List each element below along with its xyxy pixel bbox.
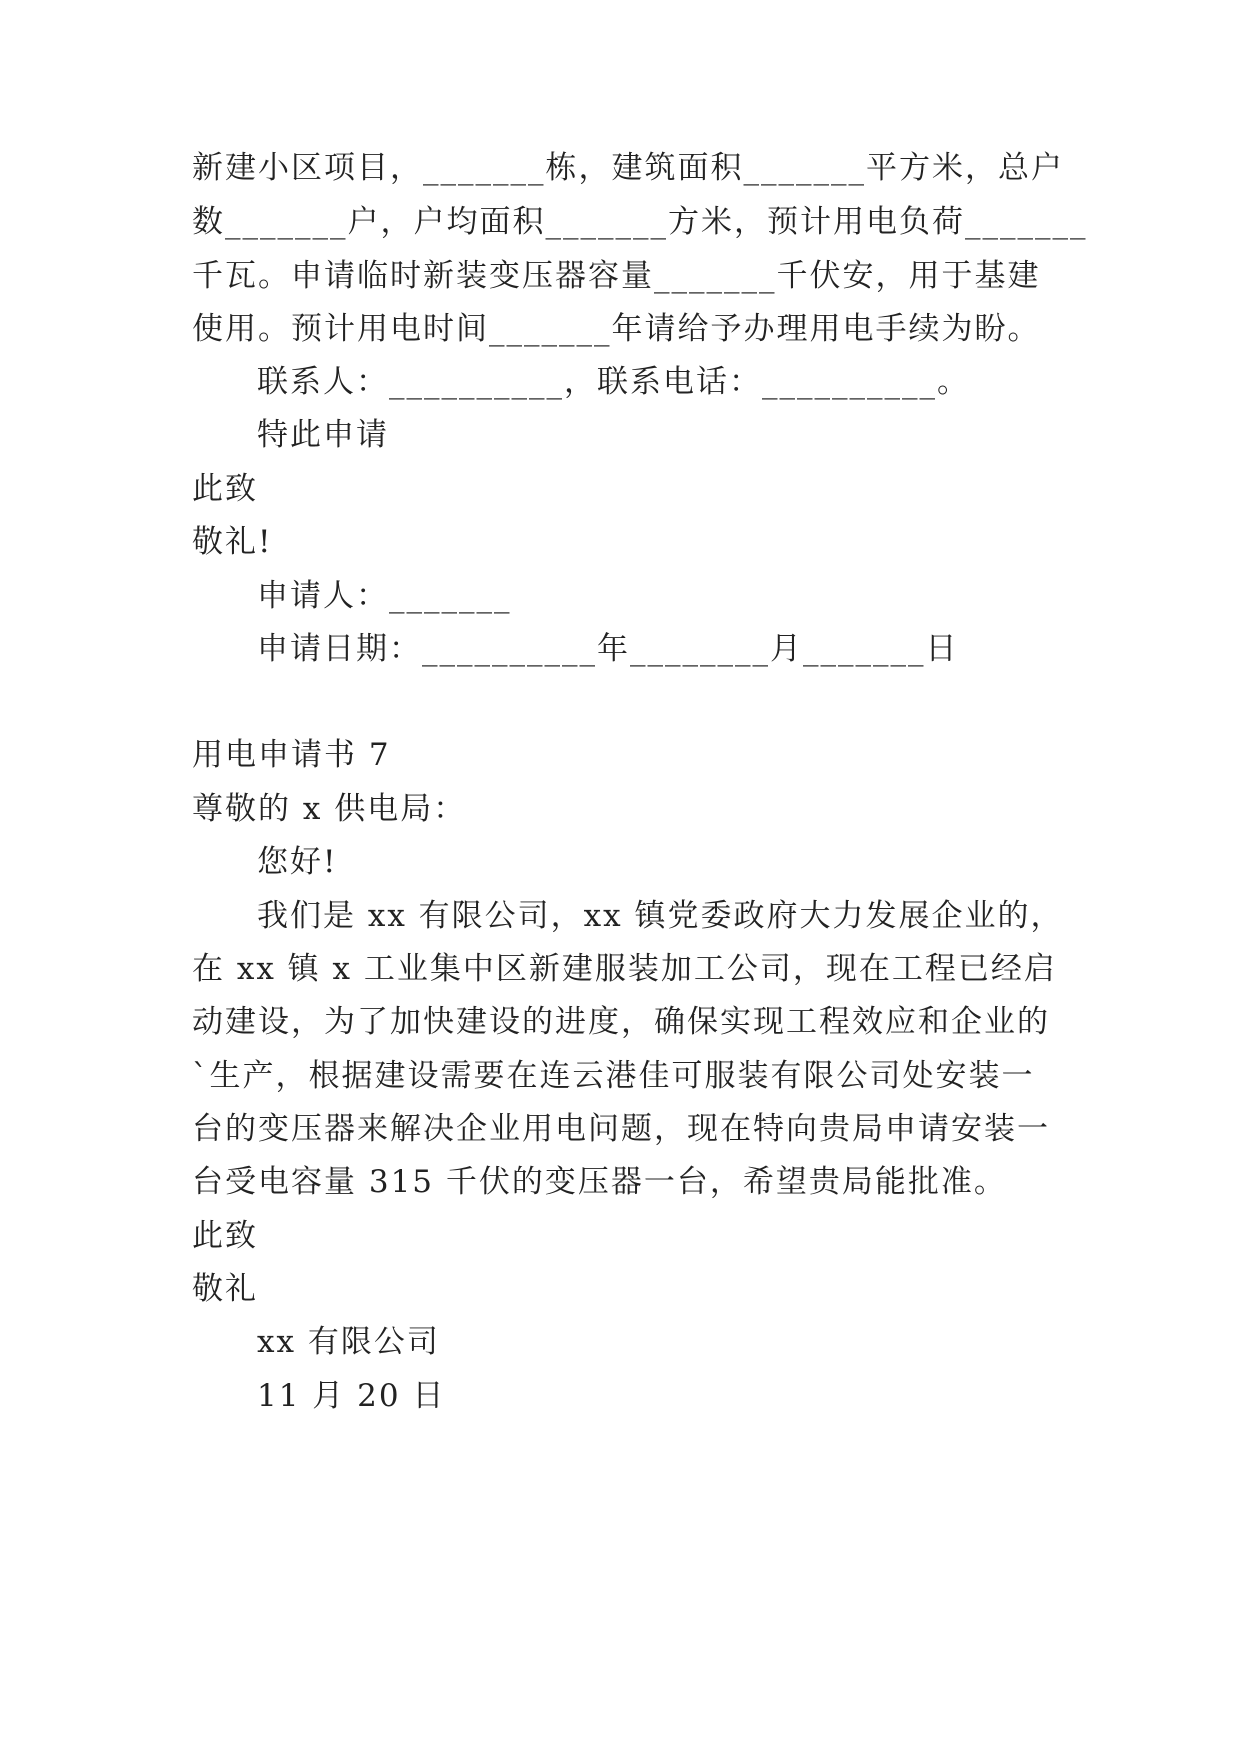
- application-date-line: 申请日期：__________年________月_______日: [257, 631, 959, 667]
- greeting: 您好!: [257, 844, 338, 880]
- closing-ci-zhi: 此致: [192, 471, 258, 507]
- salutation: 尊敬的 x 供电局：: [192, 791, 467, 827]
- contact-line: 联系人：__________，联系电话：__________。: [257, 364, 970, 400]
- previous-letter-body-line-3: 千瓦。申请临时新装变压器容量_______千伏安，用于基建: [192, 258, 1041, 294]
- special-request-line: 特此申请: [257, 417, 389, 453]
- applicant-line: 申请人：_______: [257, 578, 512, 614]
- letter-body-line-3: 动建设，为了加快建设的进度，确保实现工程效应和企业的: [192, 1004, 1050, 1040]
- letter-body-line-5: 台的变压器来解决企业用电问题，现在特向贵局申请安装一: [192, 1111, 1050, 1147]
- letter-body-line-2: 在 xx 镇 x 工业集中区新建服装加工公司，现在工程已经启: [192, 951, 1057, 987]
- previous-letter-body-line-1: 新建小区项目，_______栋，建筑面积_______平方米，总户: [192, 150, 1064, 186]
- letter-body-line-1: 我们是 xx 有限公司，xx 镇党委政府大力发展企业的，: [257, 898, 1064, 934]
- signature-company: xx 有限公司: [257, 1324, 440, 1360]
- letter-body-line-4: `生产，根据建设需要在连云港佳可服装有限公司处安装一: [192, 1058, 1035, 1094]
- closing-jing-li: 敬礼: [192, 1271, 258, 1307]
- letter-body-line-6: 台受电容量 315 千伏的变压器一台，希望贵局能批准。: [192, 1164, 1007, 1200]
- signature-date: 11 月 20 日: [257, 1378, 446, 1414]
- previous-letter-body-line-4: 使用。预计用电时间_______年请给予办理用电手续为盼。: [192, 311, 1041, 347]
- closing-ci-zhi: 此致: [192, 1218, 258, 1254]
- letter-title: 用电申请书 7: [192, 737, 391, 773]
- closing-jing-li: 敬礼!: [192, 524, 273, 560]
- previous-letter-body-line-2: 数_______户，户均面积_______方米，预计用电负荷_______: [192, 204, 1088, 240]
